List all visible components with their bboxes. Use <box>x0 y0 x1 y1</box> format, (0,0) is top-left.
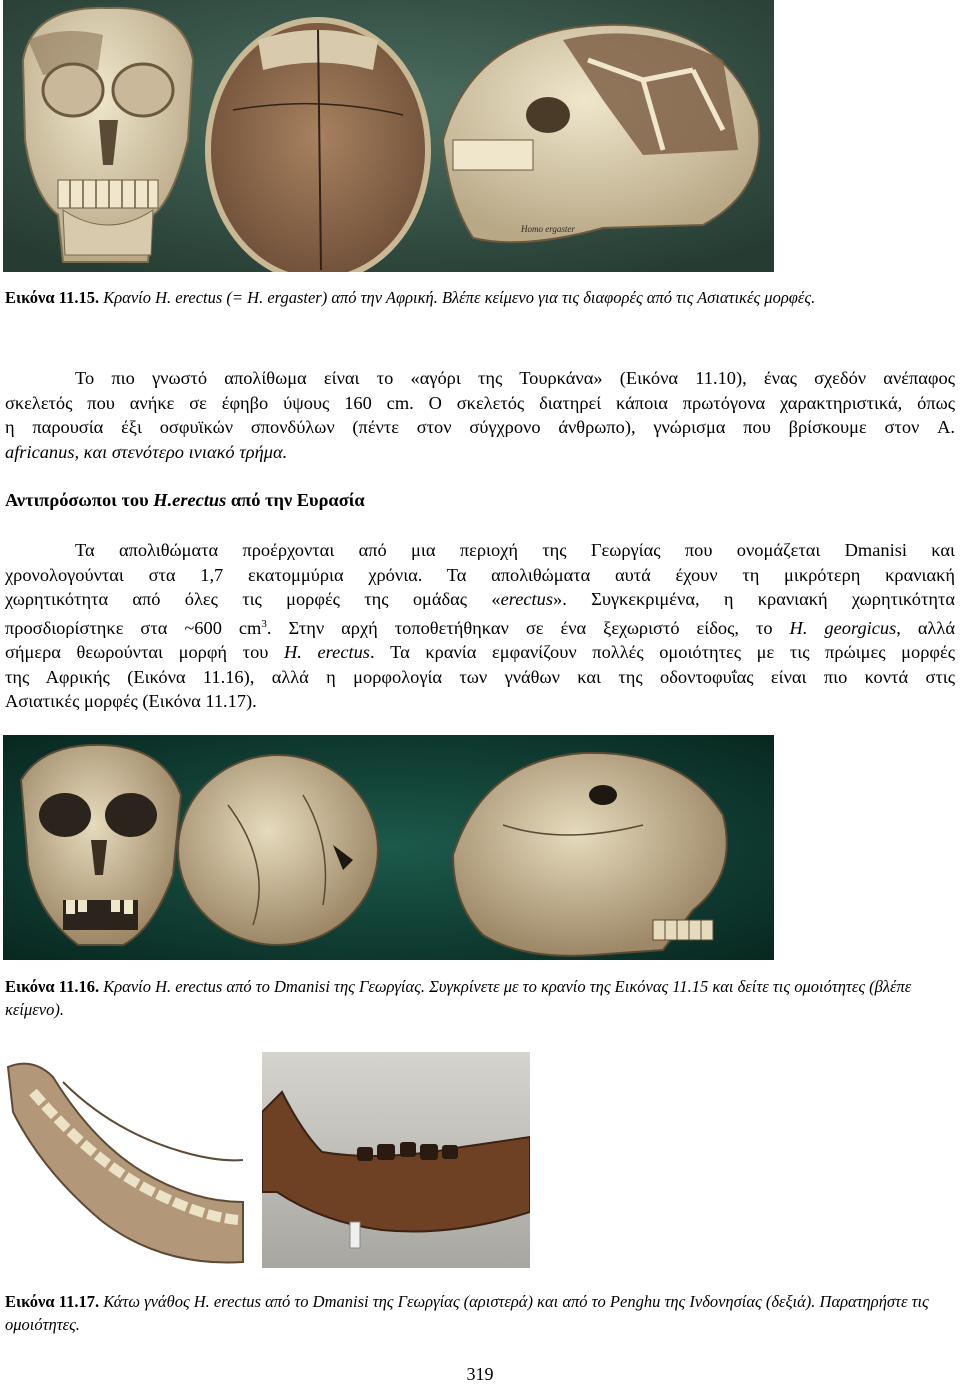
figure-11-16-caption <box>5 975 955 1021</box>
paragraph-line: africanus, και στενότερο ινιακό τρήμα. <box>5 441 288 462</box>
figure-11-15-caption <box>5 286 955 309</box>
caption-text: Κάτω γνάθος H. erectus από το Dmanisi της Γεωργίας (αριστερά) και από το Penghu της Ινδονησίας (δεξιά). Παρατηρήστε τις ομοιότητες. <box>5 1292 929 1334</box>
figure-11-16-image <box>3 735 774 960</box>
paragraph-line: προσδιορίστηκε στα ~600 $cm^3$. Στην αρχή τοποθετήθηκαν σε ένα ξεχωριστό είδος, το H. georgicus, αλλά <box>5 617 955 638</box>
caption-label: Εικόνα 11.16. <box>5 977 100 996</box>
caption-text: Κρανίο H. erectus από το Dmanisi της Γεωργίας. Συγκρίνετε με το κρανίο της Εικόνας 11.15 και δείτε τις ομοιότητες (βλέπε κείμενο). <box>5 977 912 1019</box>
paragraph-line: σκελετός που ανήκε σε έφηβο ύψους 160 cm. Ο σκελετός διατηρεί κάποια πρωτόγονα χαρακτηριστικά, όπως <box>5 392 955 413</box>
mandible-penghu <box>262 1052 530 1268</box>
paragraph-line: Τα απολιθώματα προέρχονται από μια περιοχή της Γεωργίας που ονομάζεται Dmanisi και <box>75 540 955 560</box>
caption-label: Εικόνα 11.15. <box>5 288 100 307</box>
paragraph-turkana <box>5 366 955 464</box>
figure-11-17-caption <box>5 1290 955 1336</box>
caption-text: Κρανίο H. erectus (= H. ergaster) από την Αφρική. Βλέπε κείμενο για τις διαφορές από τις Ασιατικές μορφές. <box>99 288 816 307</box>
paragraph-line: Ασιατικές μορφές (Εικόνα 11.17). <box>5 691 257 712</box>
paragraph-line: χρονολογούνται στα 1,7 εκατομμύρια χρόνια. Τα απολιθώματα αυτά έχουν τη μικρότερη κρανιακή <box>5 564 955 585</box>
figure-11-17-left-image <box>3 1052 253 1268</box>
skull-photo-dmanisi <box>3 735 774 960</box>
ergaster-label: Homo ergaster <box>521 224 575 234</box>
paragraph-line: χωρητικότητα από όλες τις μορφές της ομάδας «erectus». Συγκεκριμένα, η κρανιακή χωρητικότητα <box>5 589 955 609</box>
section-heading: Αντιπρόσωποι του H.erectus από την Ευρασία <box>5 490 365 510</box>
page-number: 319 <box>466 1364 494 1384</box>
mandible-dmanisi <box>3 1052 253 1268</box>
dmanisi-back-view <box>178 755 378 945</box>
figure-11-17-right-image <box>262 1052 530 1268</box>
paragraph-line: Το πιο γνωστό απολίθωμα είναι το «αγόρι της Τουρκάνα» (Εικόνα 11.10), ένας σχεδόν ανέπαφος <box>75 368 955 388</box>
skull-photo-ergaster <box>3 0 774 272</box>
paragraph-line: η παρουσία έξι οσφυϊκών σπονδύλων (πέντε στον σύγχρονο άνθρωπο), γνώρισμα που βρίσκουμε στον A. <box>5 417 955 437</box>
skull-top-view <box>208 20 428 272</box>
paragraph-line: της Αφρικής (Εικόνα 11.16), αλλά η μορφολογία των γνάθων και της οδοντοφυΐας είναι πιο κοντά στις <box>5 666 955 687</box>
caption-label: Εικόνα 11.17. <box>5 1292 100 1311</box>
paragraph-line: σήμερα θεωρούνται μορφή του H. erectus. Τα κρανία εμφανίζουν πολλές ομοιότητες με τις πρώιμες μορφές <box>5 642 955 663</box>
paragraph-dmanisi <box>5 538 955 714</box>
figure-11-15-image <box>3 0 774 272</box>
